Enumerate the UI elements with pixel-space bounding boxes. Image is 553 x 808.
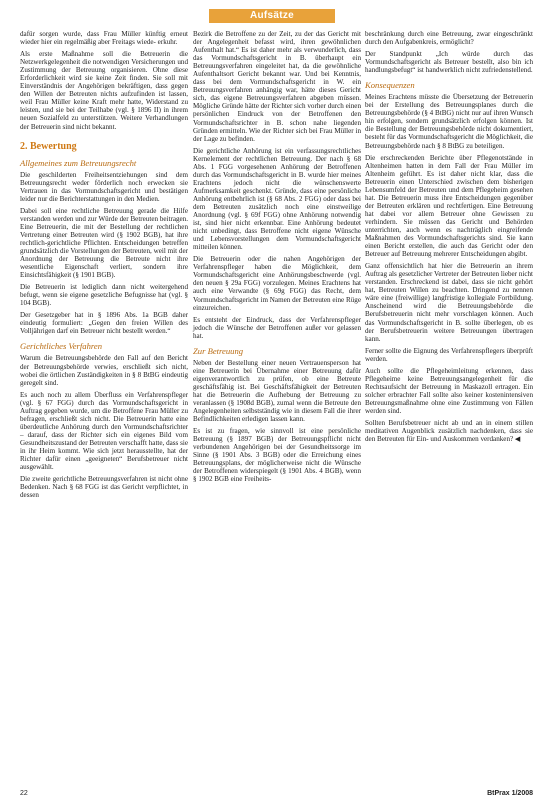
paragraph: Der Standpunkt „Ich würde durch das Vormundschaftsgericht als Betreuer bestellt, also bin ich handlungsbefugt“ ist handwerklich nicht zufriedenstellend. xyxy=(365,50,533,75)
section-heading: 2. Bewertung xyxy=(20,140,77,152)
paragraph: Die erschreckenden Berichte über Pflegenotstände in Altenheimen hatten in dem Fall der Frau Müller im Altenheim geführt. Es ist daher nicht klar, dass die Betreuerin einen Unterschied zwischen dem bisherigen Lebensumfeld der Betreuten und dem Pflegeheim gesehen hat. Die Betreuerin muss ihre Entscheidungen gegenüber der Betreuten erklären und rechtfertigen. Eine Betreuung hat dabei vor allem Betreuer ohne Gewissen zu verhindern. Sie müssen das Gericht und Behörden unterrichten, auch wenn es nachträglich eingreifende Maßnahmen des Vormundschaftsgerichts sind. Sie kann einen Bericht erstellen, die auch das Gericht oder den Betreuer auf Betreuung mehrerer Entscheidungen abgibt. xyxy=(365,153,533,259)
paragraph: dafür sorgen wurde, dass Frau Müller künftig erneut wieder hier ein regelmäßig aber Freitags wiede- erkuhr. xyxy=(20,30,188,47)
journal-name: BtPrax 1/2008 xyxy=(487,790,533,797)
paragraph: Neben der Bestellung einer neuen Vertrauensperson hat eine Betreuerin bei Übernahme einer Betreuung dafür eigenverantwortlich zu prüfen, ob eine Betreute geschäftsfähig ist. Bei Geschäftsfähigkeit der Betreuten hat die Betreuerin die Aufhebung der Betreuung zu veranlassen (§ 1908d BGB), zumal wenn die Betreute den Angelegenheiten selbstständig wie in diesem Fall die ihrer Befindlichkeiten erledigen lassen kann. xyxy=(193,358,361,424)
paragraph: Die geschilderten Freiheitsentziehungen sind dem Betreuungsrecht weder förderlich noch erwecken sie Vertrauen in das Vormundschaftsgericht und bestätigen leider nur die Berichterstattungen in den Medien. xyxy=(20,170,188,203)
page-footer xyxy=(20,790,533,800)
paragraph: Ganz offensichtlich hat hier die Betreuerin an ihrem Auftrag als gesetzlicher Vertreter der Betreuten lieber nicht verstanden. Erschreckend ist dabei, dass sie nicht gehört hat, Betreuten Willen zu beachten. Dringend zu nennen wäre eine (freiwillige) langfristige kollegiale Fortbildung. Anscheinend wird die Betreuungsbehörde die Berufsbetreuerin nicht mehr vorschlagen können. Auch das Vormundschaftsgericht in B. sollte überlegen, ob es der Berufsbetreuerin weitere Betreuungen übertragen kann. xyxy=(365,262,533,343)
paragraph: Die Betreuerin ist lediglich dann nicht weitergehend befugt, wenn sie eigene gesetzliche Befugnisse hat (vgl. § 104 BGB). xyxy=(20,283,188,308)
paragraph: Warum die Betreuungsbehörde den Fall auf den Bericht der Betreuungsbehörde verwies, erschließt sich nicht, wobei die örtlichen Zuständigkeiten in § 8 BtBG eindeutig geregelt sind. xyxy=(20,354,188,387)
column-2 xyxy=(193,30,361,487)
paragraph: Es ist zu fragen, wie sinnvoll ist eine persönliche Betreuung (§ 1897 BGB) der Betreuungspflicht nicht verbundenen Angehörigen bei der Gesundheitssorge im Sinne (§ 1901 Abs. 3 BGB) oder die Erreichung eines Betreuungsplans, der möglicherweise nicht die Wünsche der Betroffenen widerspiegelt (§ 1901 Abs. 4 BGB), wenn § 1902 BGB eine Freiheits- xyxy=(193,427,361,484)
column-3 xyxy=(365,30,533,447)
section-header xyxy=(209,9,335,23)
subsection-heading: Allgemeines zum Betreuungsrecht xyxy=(20,157,137,168)
paragraph: Meines Erachtens müsste die Übersetzung der Betreuerin bei der Erstellung des Betreuungsplanes durch die Betreuungsbehörde (§ 4 BtBG) nicht nur auf ihren Wunsch hin erfolgen, sondern grundsätzlich erfolgen können. Ist die Bestellung der Betreuungsbehörde nicht dokumentiert, besteht für das Vormundschaftsgericht die Möglichkeit, die Betreuungsbehörde nach § 8 BtBG zu beteiligen. xyxy=(365,93,533,150)
paragraph: Die zweite gerichtliche Betreuungsverfahren ist nicht ohne Bedenken. Nach § 68 FGG ist das Gericht verpflichtet, in dessen xyxy=(20,475,188,500)
paragraph-text: Sollten Berufsbetreuer nicht ab und an in einem stillen meditativen Augenblick zusätzlich nachdenken, dass sie den Betreuten für Ein- und Auskommen verdanken? xyxy=(365,419,533,444)
paragraph: Es entsteht der Eindruck, dass der Verfahrenspfleger jedoch die Wünsche der Betroffenen außer vor gelassen hat. xyxy=(193,315,361,340)
paragraph: Die gerichtliche Anhörung ist ein verfassungsrechtliches Kernelement der rechtlichen Betreuung. Der nach § 68 Abs. 1 FGG vorgesehenen Anhörung der Betroffenen durch das Vormundschaftsgericht in B. wurde hier meines Erachtens jedoch nicht die wünschenswerte Aufmerksamkeit geschenkt. Gründe, dass eine persönliche Anhörung entbehrlich ist (§ 68 Abs. 2 FGG) oder dass bei dem Betreuten zusätzlich noch eine einstweilige Anordnung (vgl. § 69f FGG) ohne Anhörung notwendig ist, sind hier nicht erkennbar. Eine Anhörung bedeutet nicht unbedingt, dass Betroffene nicht eigene Wünsche und Lebensvorstellungen dem Vormundschaftsgericht mitteilen können. xyxy=(193,146,361,252)
paragraph: Bezirk die Betroffene zu der Zeit, zu der das Gericht mit der Angelegenheit befasst wird, ihren gewöhnlichen Aufenthalt hat.“ Es ist daher mehr als verwunderlich, dass das Vormundschaftsgericht in B. überhaupt ein Betreuungsverfahren eingeleitet hat, da die gewöhnliche Aufenthaltsort Gericht bekannt war. Und bei Kenntnis, dass bei dem Vormundschaftsgericht in W. ein Betreuungsverfahren anhängig war, hätte dieses Gericht sich, das eigene Betreuungsverfahren abgeben müssen. Mögliche Gründe hätte der Richter sich vorher durch einen persönlichen Eindruck von der Betroffenen den Vormundschaftsrichter in B. schon nahe liegenden Gründen ermitteln. Wie der Richter sich bei Frau Müller in der Lage zu befinden. xyxy=(193,30,361,143)
page-number: 22 xyxy=(20,790,28,797)
paragraph: Ferner sollte die Eignung des Verfahrenspflegers überprüft werden. xyxy=(365,346,533,363)
journal-issue xyxy=(487,790,533,797)
paragraph: Auch sollte die Pflegeheimleitung erkennen, dass Pflegeheime keine Betreuungsangelegenheit für die Rechtsaufsicht der Betreuung in Maskazoll ertragen. Ein solcher erbrachter Fall sollte also keiner kostenintensiven Betreuungsmaßnahme ohne eine Zustimmung von Fällen werden sind. xyxy=(365,366,533,415)
end-of-article-icon: ◀ xyxy=(514,435,521,444)
paragraph: beschränkung durch eine Betreuung, zwar eingeschränkt durch den Aufgabenkreis, ermöglicht? xyxy=(365,30,533,47)
paragraph: Als erste Maßnahme soll die Betreuerin die Netzwerkgelegenheit die notwendigen Versicherungen und Zustimmung der Betreuung organisieren. Ohne diese Erforderlichkeit wird sie keine Zeit finden. Sie soll mit Einverständnis der Angehörigen bekräftigen, dass gegen den Willen der Betreuten nichts aufzufinden ist lassen, weil Frau Müller keine Kraft mehr hatte, Widerstand zu leisten, und sie bei der Teilhabe (vgl. § 1896 II) in ihrem neuen Sozialfeld zu unterstützen. Weitere Verhandlungen der Betreuerin sind nicht bekannt. xyxy=(20,50,188,131)
column-1 xyxy=(20,30,188,503)
subsection-heading: Konsequenzen xyxy=(365,80,415,91)
paragraph: Dabei soll eine rechtliche Betreuung gerade die Hilfe verstanden werden und zur Würde der Betreuten beitragen. Eine Betreuerin, die mit der Bestellung der rechtlichen Vertretung einer Betreuten wird (§ 1902 BGB), hat ihre rechtlich-gerichtliche Pflichten. Entscheidungen betreffen grundsätzlich die Vorstellungen der Betreuten, weil mit der Anordnung der Betreuung die Betreute nicht ihre wesentliche Eigenschaft verliert, sondern ihre Einsichtsfähigkeit (§ 1901 BGB). xyxy=(20,206,188,280)
paragraph: Der Gesetzgeber hat in § 1896 Abs. 1a BGB daher eindeutig formuliert: „Gegen den freien Willen des Volljährigen darf ein Betreuer nicht bestellt werden.“ xyxy=(20,311,188,336)
subsection-heading: Zur Betreuung xyxy=(193,345,244,356)
paragraph: Es auch noch zu allem Überfluss ein Verfahrenspfleger (vgl. § 67 FGG) durch das Vormundschaftsgericht in Auftrag gegeben wurde, um die Betroffene Frau Müller zu befragen, erschließt sich nicht. Die Betreuerin hatte eine überdeutliche Anhörung durch den Vormundschaftsrichter – darauf, dass der Richter sich ein eigenes Bild vom Gesundheitszustand der Betreuten verschafft hatte, dass sie in ihr Heim kommt. Wie sich jetzt herausstellte, hat der Richter dafür einen „geeigneten“ Berufsbetreuer nicht ausgewählt. xyxy=(20,390,188,472)
subsection-heading: Gerichtliches Verfahren xyxy=(20,341,103,352)
paragraph xyxy=(365,419,533,443)
section-title: Aufsätze xyxy=(249,10,295,21)
paragraph: Die Betreuerin oder die nahen Angehörigen der Verfahrenspfleger haben die Möglichkeit, dem Vormundschaftsgericht eine Anhörungsbeschwerde (vgl. den neuen § 29a FGG) vorzulegen. Meines Erachtens hat auch eine Verwandte (§ 69g FGG) das Recht, dem Vormundschaftsgericht im Namen der Betreuten eine Rüge einzureichen. xyxy=(193,255,361,312)
